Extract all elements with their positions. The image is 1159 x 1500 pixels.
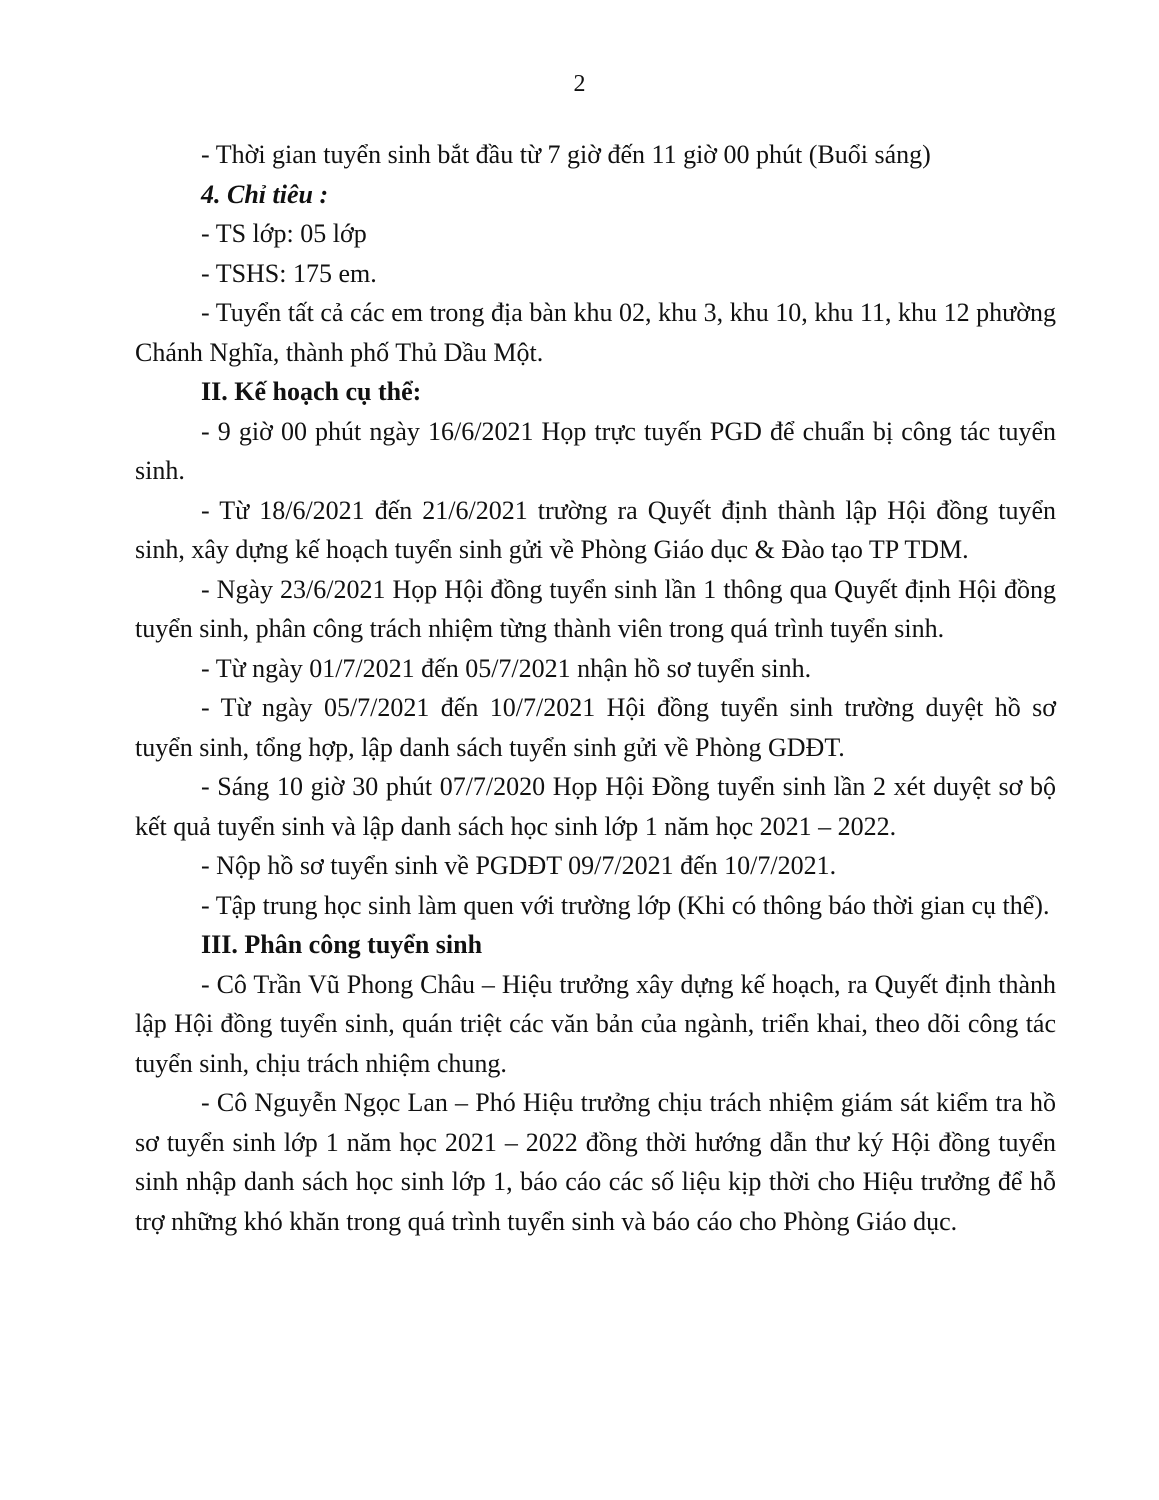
paragraph-plan-review-records: - Từ ngày 05/7/2021 đến 10/7/2021 Hội đồng tuyển sinh trường duyệt hồ sơ tuyển sinh, tổng hợp, lập danh sách tuyển sinh gửi về Phòng GDĐT. [135, 693, 1056, 762]
paragraph-plan-orientation: - Tập trung học sinh làm quen với trường lớp (Khi có thông báo thời gian cụ thể). [201, 890, 1050, 920]
heading-specific-plan: II. Kế hoạch cụ thể: [201, 377, 422, 406]
paragraph-enrollment-area: - Tuyển tất cả các em trong địa bàn khu 02, khu 3, khu 10, khu 11, khu 12 phường Chánh Nghĩa, thành phố Thủ Dầu Một. [135, 298, 1056, 367]
paragraph-plan-submit: - Nộp hồ sơ tuyển sinh về PGDĐT 09/7/2021 đến 10/7/2021. [201, 851, 837, 880]
heading-assignment: III. Phân công tuyển sinh [201, 930, 483, 959]
heading-targets: 4. Chỉ tiêu : [201, 179, 329, 209]
paragraph-student-count: - TSHS: 175 em. [201, 258, 377, 288]
paragraph-enrollment-time: - Thời gian tuyển sinh bắt đầu từ 7 giờ đến 11 giờ 00 phút (Buổi sáng) [201, 140, 931, 169]
paragraph-plan-decision: - Từ 18/6/2021 đến 21/6/2021 trường ra Quyết định thành lập Hội đồng tuyển sinh, xây dựng kế hoạch tuyển sinh gửi về Phòng Giáo dục & Đào tạo TP TDM. [135, 495, 1056, 564]
paragraph-class-count: - TS lớp: 05 lớp [201, 219, 367, 248]
paragraph-plan-receive-records: - Từ ngày 01/7/2021 đến 05/7/2021 nhận hồ sơ tuyển sinh. [201, 653, 812, 683]
paragraph-plan-council-2: - Sáng 10 giờ 30 phút 07/7/2020 Họp Hội Đồng tuyển sinh lần 2 xét duyệt sơ bộ kết quả tuyển sinh và lập danh sách học sinh lớp 1 năm học 2021 – 2022. [135, 772, 1056, 841]
paragraph-assignment-vice-principal: - Cô Nguyễn Ngọc Lan – Phó Hiệu trưởng chịu trách nhiệm giám sát kiểm tra hồ sơ tuyển sinh lớp 1 năm học 2021 – 2022 đồng thời hướng dẫn thư ký Hội đồng tuyển sinh nhập danh sách học sinh lớp 1, báo cáo các số liệu kịp thời cho Hiệu trưởng để hỗ trợ những khó khăn trong quá trình tuyển sinh và báo cáo cho Phòng Giáo dục. [135, 1088, 1056, 1236]
page-number: 2 [573, 71, 586, 97]
document-body [135, 135, 1056, 1241]
paragraph-assignment-principal: - Cô Trần Vũ Phong Châu – Hiệu trưởng xây dựng kế hoạch, ra Quyết định thành lập Hội đồng tuyển sinh, quán triệt các văn bản của ngành, triển khai, theo dõi công tác tuyển sinh, chịu trách nhiệm chung. [135, 969, 1056, 1078]
paragraph-plan-council-1: - Ngày 23/6/2021 Họp Hội đồng tuyển sinh lần 1 thông qua Quyết định Hội đồng tuyển sinh, phân công trách nhiệm từng thành viên trong quá trình tuyển sinh. [135, 574, 1056, 643]
paragraph-plan-meeting: - 9 giờ 00 phút ngày 16/6/2021 Họp trực tuyến PGD để chuẩn bị công tác tuyển sinh. [135, 416, 1056, 485]
